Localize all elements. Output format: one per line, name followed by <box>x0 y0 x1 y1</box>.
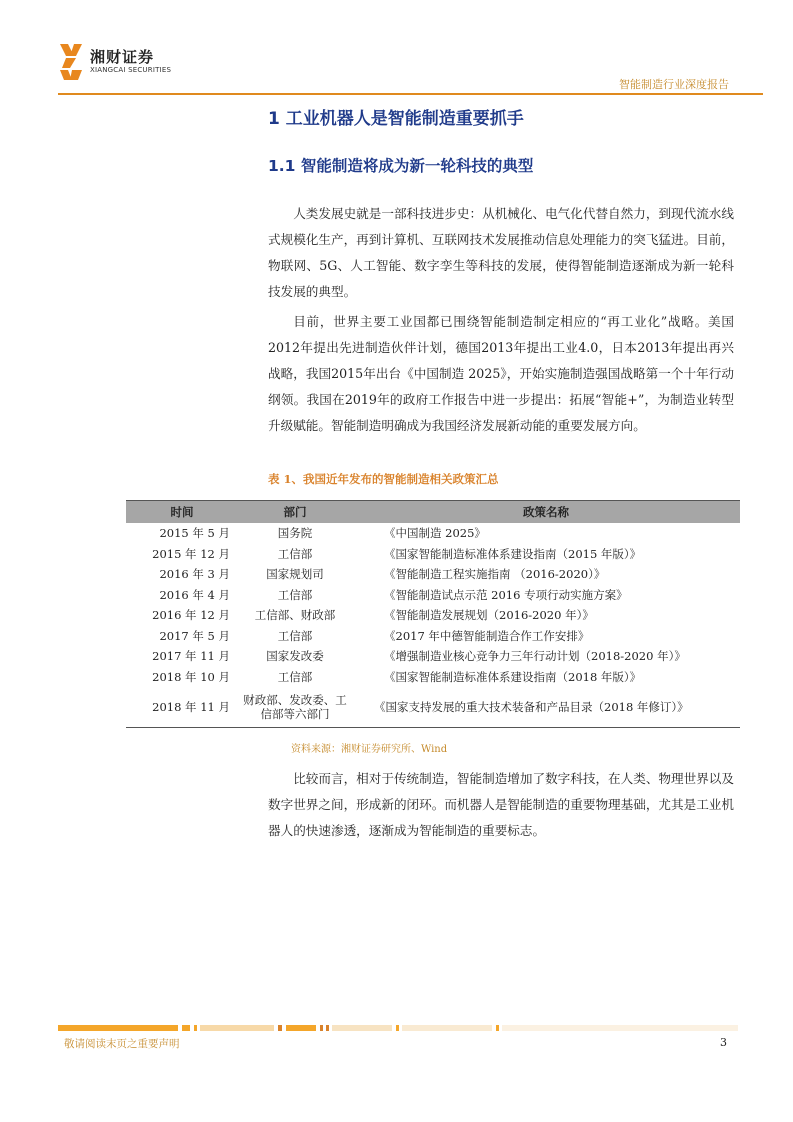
body-paragraph-2: 目前，世界主要工业国都已围绕智能制造制定相应的“再工业化”战略。美国2012年提出先进制造伙伴计划，德国2013年提出工业4.0，日本2013年提出再兴战略，我国2015年出台《中国制造 2025》，开始实施制造强国战略第一个十年行动纲领。我国在2019年的政府工作报告中进一步提出：拓展“智能+”，为制造业转型升级赋能。智能制造明确成为我国经济发展新动能的重要发展方向。 <box>268 314 734 433</box>
table-row <box>126 605 740 626</box>
cell-dept: 工信部 <box>277 628 313 643</box>
table-row <box>126 646 740 667</box>
cell-policy: 《国家智能制造标准体系建设指南（2018 年版）》 <box>384 669 642 684</box>
cell-time: 2018 年 11 月 <box>126 687 238 728</box>
column-header-time: 时间 <box>126 501 238 524</box>
section-heading: 1 工业机器人是智能制造重要抓手 <box>268 109 524 129</box>
table-row <box>126 523 740 544</box>
table-row <box>126 544 740 565</box>
policy-table <box>126 500 740 728</box>
table-row <box>126 585 740 606</box>
cell-policy: 《国家智能制造标准体系建设指南（2015 年版）》 <box>384 546 642 561</box>
column-header-policy: 政策名称 <box>352 501 740 524</box>
cell-policy: 《中国制造 2025》 <box>384 526 486 541</box>
cell-policy: 《智能制造工程实施指南 （2016-2020）》 <box>384 567 606 582</box>
cell-dept: 国家规划司 <box>266 567 324 582</box>
cell-policy: 《智能制造试点示范 2016 专项行动实施方案》 <box>384 587 628 602</box>
page-number: 3 <box>720 1036 727 1049</box>
body-paragraph-3: 比较而言，相对于传统制造，智能制造增加了数字科技，在人类、物理世界以及数字世界之间，形成新的闭环。而机器人是智能制造的重要物理基础，尤其是工业机器人的快速渗透，逐渐成为智能制造的重要标志。 <box>268 771 734 838</box>
footer-decorative-bar <box>58 1025 738 1031</box>
cell-dept: 工信部 <box>277 546 313 561</box>
company-logo <box>58 42 178 82</box>
cell-time: 2016 年 12 月 <box>152 608 230 623</box>
cell-dept: 工信部 <box>277 669 313 684</box>
cell-dept: 工信部 <box>277 587 313 602</box>
cell-dept: 国务院 <box>277 526 313 541</box>
table-caption: 表 1、我国近年发布的智能制造相关政策汇总 <box>268 472 499 486</box>
cell-time: 2016 年 3 月 <box>159 567 230 582</box>
cell-time: 2017 年 5 月 <box>159 628 230 643</box>
cell-policy: 《2017 年中德智能制造合作工作安排》 <box>384 628 590 643</box>
cell-time: 2015 年 5 月 <box>159 526 230 541</box>
subsection-heading: 1.1 智能制造将成为新一轮科技的典型 <box>268 157 534 175</box>
footer-disclaimer: 敬请阅读末页之重要声明 <box>64 1038 180 1050</box>
table-row <box>126 564 740 585</box>
cell-time: 2018 年 10 月 <box>152 669 230 684</box>
column-header-dept: 部门 <box>238 501 352 524</box>
table-row <box>126 687 740 728</box>
report-type-header: 智能制造行业深度报告 <box>619 78 729 91</box>
cell-policy: 《智能制造发展规划（2016-2020 年）》 <box>384 608 594 623</box>
xiangcai-logo-icon <box>58 42 84 82</box>
cell-time: 2016 年 4 月 <box>159 587 230 602</box>
table-row <box>126 626 740 647</box>
body-paragraph-1: 人类发展史就是一部科技进步史：从机械化、电气化代替自然力，到现代流水线式规模化生产，再到计算机、互联网技术发展推动信息处理能力的突飞猛进。目前，物联网、5G、人工智能、数字孪生等科技的发展，使得智能制造逐渐成为新一轮科技发展的典型。 <box>268 206 734 299</box>
cell-dept: 国家发改委 <box>266 649 324 664</box>
table-row <box>126 667 740 688</box>
logo-english-name: XIANGCAI SECURITIES <box>90 66 172 74</box>
cell-time: 2015 年 12 月 <box>152 546 230 561</box>
cell-policy: 《国家支持发展的重大技术装备和产品目录（2018 年修订）》 <box>352 687 740 728</box>
logo-chinese-name: 湘财证券 <box>90 48 155 66</box>
cell-time: 2017 年 11 月 <box>152 649 230 664</box>
header-divider <box>58 93 763 95</box>
table-source-note: 资料来源：湘财证券研究所、Wind <box>291 744 448 755</box>
cell-dept: 财政部、发改委、工信部等六部门 <box>238 687 352 728</box>
cell-dept: 工信部、财政部 <box>254 608 336 623</box>
cell-policy: 《增强制造业核心竞争力三年行动计划（2018-2020 年）》 <box>384 649 686 664</box>
table-header-row <box>126 501 740 524</box>
